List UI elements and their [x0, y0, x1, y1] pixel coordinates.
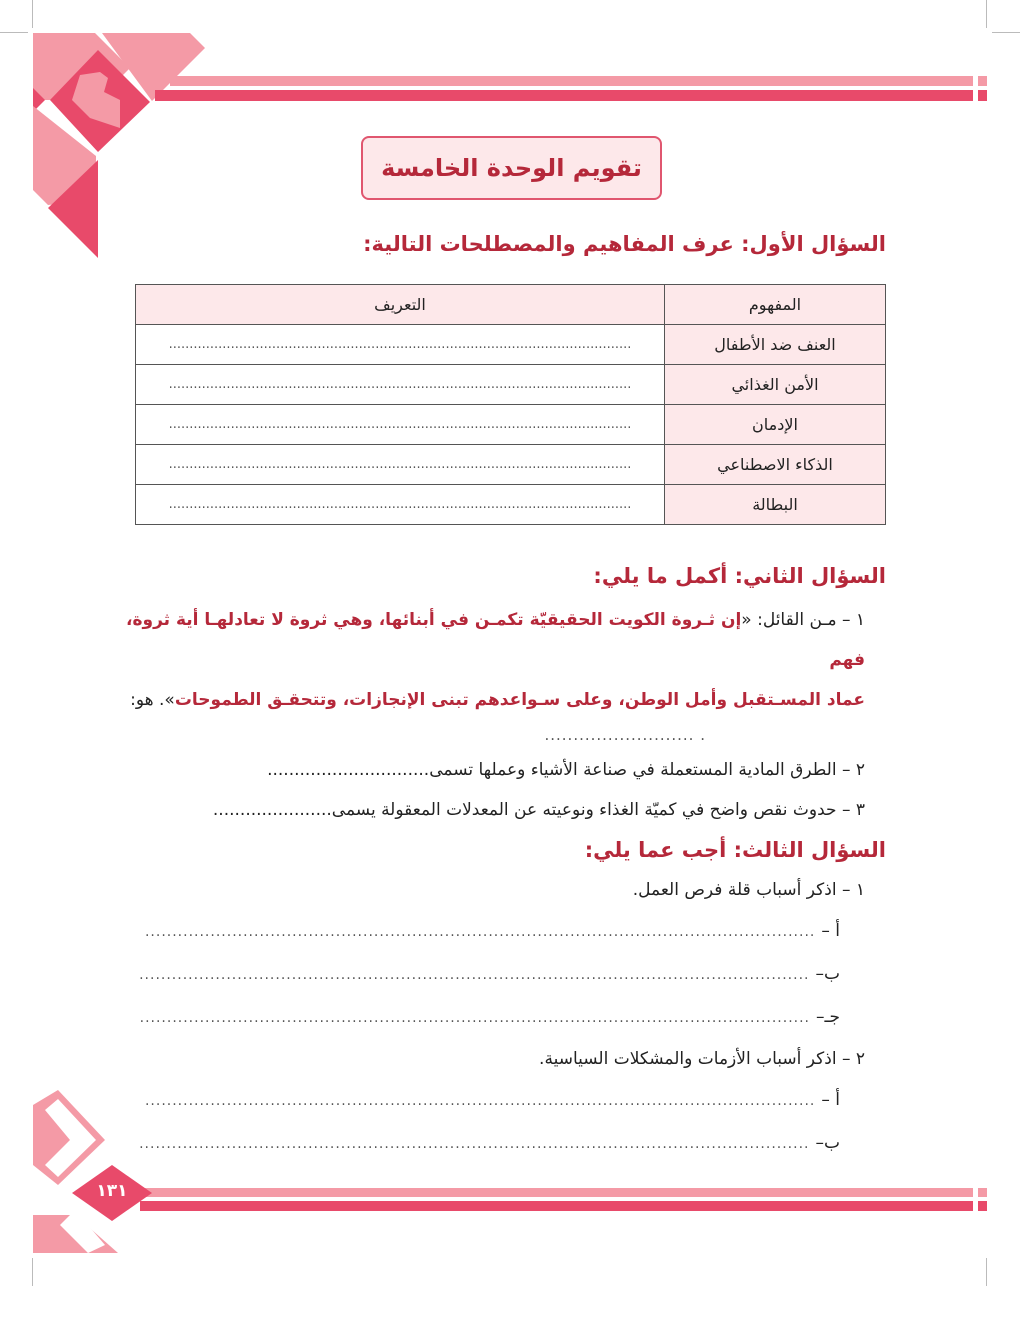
- unit-title: تقويم الوحدة الخامسة: [361, 136, 662, 200]
- concept-cell: البطالة: [665, 485, 886, 525]
- footer-decoration: [0, 1085, 1020, 1265]
- answer-blank[interactable]: ...........................................................................................................................: [144, 924, 816, 940]
- definition-blank[interactable]: ................................................................................................................: [136, 485, 665, 525]
- question-1-heading: السؤال الأول: عرف المفاهيم والمصطلحات التالية:: [363, 232, 886, 256]
- answer-blank[interactable]: . ..........................: [544, 726, 706, 744]
- table-row: [136, 405, 886, 445]
- concept-cell: الذكاء الاصطناعي: [665, 445, 886, 485]
- page-number: ١٣١: [96, 1181, 128, 1201]
- item-1-prefix: ١ – مـن القائل: «: [741, 610, 865, 630]
- definition-blank[interactable]: ................................................................................................................: [136, 405, 665, 445]
- question-2-item-3: ٣ – حدوث نقص واضح في كميّة الغذاء ونوعيته عن المعدلات المعقولة يسمى......................: [212, 800, 865, 820]
- quote-line-1: إن ثـروة الكويت الحقيقيّة تكمـن في أبنائها، وهي ثروة لا تعادلهـا أية ثروة، فهم: [126, 610, 865, 670]
- question-2-item-1: [100, 600, 886, 720]
- column-header-concept: المفهوم: [665, 285, 886, 325]
- quote-line-2: عماد المسـتقبل وأمل الوطن، وعلى سـواعدهم تبنى الإنجازات، وتتحقـق الطموحات: [174, 690, 865, 710]
- questions-section: [100, 558, 886, 1165]
- header-decoration: [0, 0, 1020, 270]
- answer-blank[interactable]: ...........................................................................................................................: [144, 1093, 816, 1109]
- definition-blank[interactable]: ................................................................................................................: [136, 365, 665, 405]
- question-2-item-2: ٢ – الطرق المادية المستعملة في صناعة الأشياء وعملها تسمى..............................: [267, 760, 865, 780]
- answer-label-a: أ –: [821, 1090, 840, 1110]
- answer-label-a: أ –: [821, 921, 840, 941]
- concept-cell: الإدمان: [665, 405, 886, 445]
- definition-blank[interactable]: ................................................................................................................: [136, 445, 665, 485]
- table-row: [136, 485, 886, 525]
- table-row: [136, 445, 886, 485]
- answer-blank[interactable]: ...........................................................................................................................: [139, 967, 810, 983]
- table-row: [136, 325, 886, 365]
- definitions-table: [135, 284, 886, 525]
- concept-cell: الأمن الغذائي: [665, 365, 886, 405]
- column-header-definition: التعريف: [136, 285, 665, 325]
- answer-row: [100, 910, 886, 953]
- answer-label-c: جـ–: [816, 1007, 840, 1027]
- answer-label-b: ب–: [815, 964, 840, 984]
- item-1-suffix: ». هو:: [130, 690, 175, 710]
- question-2-heading: السؤال الثاني: أكمل ما يلي:: [593, 564, 886, 588]
- answer-label-b: ب–: [815, 1133, 840, 1153]
- table-header-row: [136, 285, 886, 325]
- answer-row: [100, 953, 886, 996]
- answer-blank[interactable]: ...........................................................................................................................: [139, 1010, 810, 1026]
- definition-blank[interactable]: ................................................................................................................: [136, 325, 665, 365]
- concept-cell: العنف ضد الأطفال: [665, 325, 886, 365]
- answer-blank[interactable]: ...........................................................................................................................: [139, 1136, 810, 1152]
- table-row: [136, 365, 886, 405]
- question-3-item-1: ١ – اذكر أسباب قلة فرص العمل.: [632, 880, 865, 900]
- answer-row: [100, 996, 886, 1039]
- question-3-item-2: ٢ – اذكر أسباب الأزمات والمشكلات السياسية.: [539, 1049, 865, 1069]
- question-3-heading: السؤال الثالث: أجب عما يلي:: [584, 838, 886, 862]
